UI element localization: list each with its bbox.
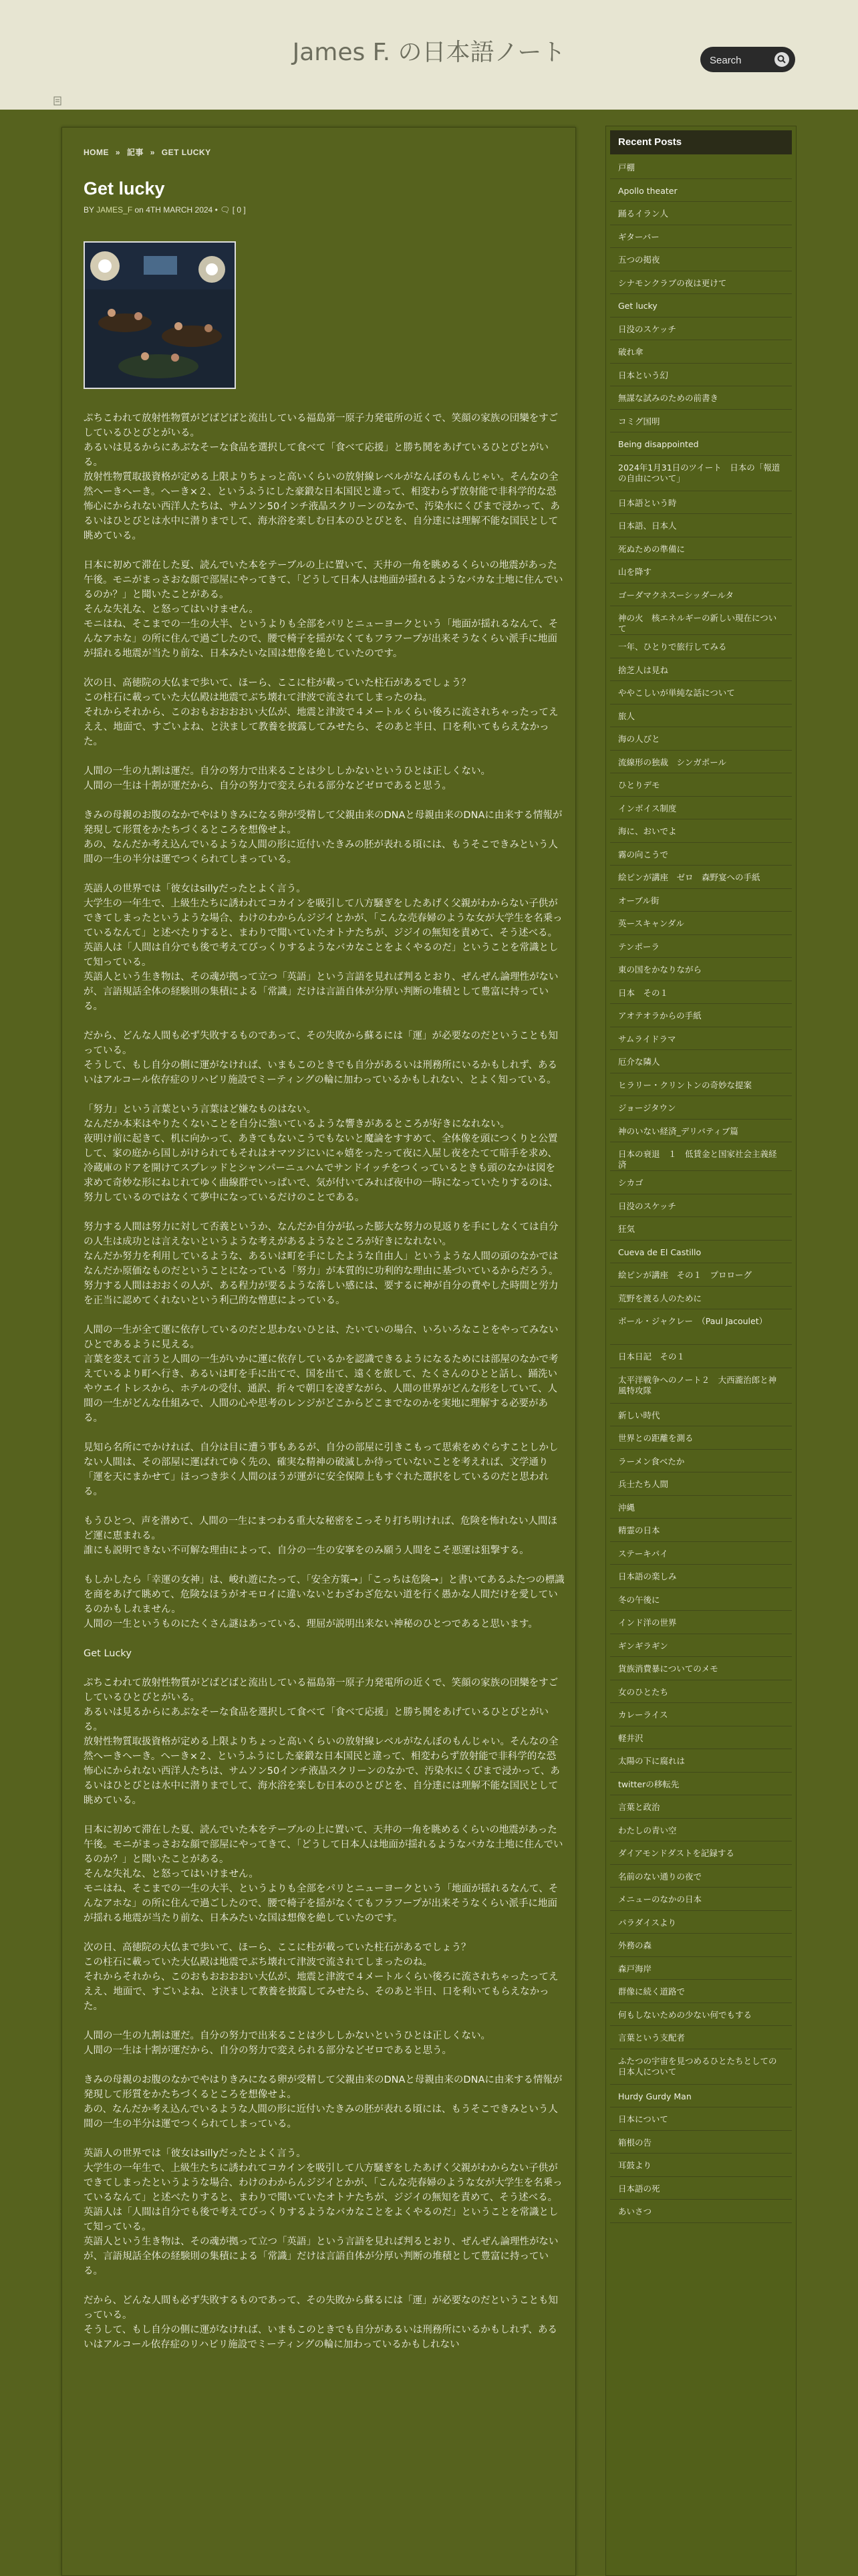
post-paragraph: 日本に初めて滞在した夏、読んでいた本をテーブルの上に置いて、天井の一角を眺めるくらいの地震があった午後。モニがまっさおな顔で部屋にやってきて、「どうして日本人は地面が揺れるようなバカな土地に住んでいるのか？」と聞いたことがある。 そんな失礼な、と怒ってはいけません。 モニはね、そこまでの一生の大半、というよりも全部をパリとニューヨークという「地面が揺れるなんて、そんなアホな」の所に住んで過ごしたので、腰で椅子を揺がなくてもフラフープが出来そうなくらい派手に地面が揺れる地震が当たり前な、日本みたいな国は想像を絶していたのです。 [84,560,563,659]
post-paragraph: 人間の一生の九割は運だ。自分の努力で出来ることは少ししかないというひとは正しくない。 人間の一生は十割が運だから、自分の努力で変えられる部分などゼロであると思う。 [84,2031,490,2056]
post-paragraph: 次の日、高徳院の大仏まで歩いて、ほーら、ここに柱が載っていた柱石があるでしょう？ この柱石に載っていた大仏殿は地震でぶち壊れて津波で流されてしまったのね。 それからそれから、このおもおおおおい大仏が、地震と津波で４メートルくらい後ろに流されちゃったってえええ、地面で、すごいよね、と決まして教養を披露してみせたら、そのあと半日、口を利いてもらえなかった。 [84,1942,559,2012]
post-paragraph: 「努力」という言葉という言葉はど嫌なものはない。 なんだか本来はやりたくないことを自分に強いているような響きがあるところが好きになれない。 夜明け前に起きて、机に向かって、あきてもないこうでもないと魔論をすすめて、全体像を頭につくりと公置して、家の庭から国しがけられてもそれはオマツジにいにゃ嬉をったって夜に入屋し夜をたてて暗手を求め、冷蔵庫のドアを開けてスプレッドとシャンパーニュハムでサンドイッチをつくっているときも頭のなかは図を求めて奇妙な形にねじれてゆく曲線群でいっぱいで、気が付いてみれば夜中の一時になっていたりするのは、努力しているのではなくて夢中になっているだけのことである。 [84,1104,559,1203]
meta-separator: • [214,205,218,215]
recent-post-link[interactable]: インボイス制度 [610,797,792,820]
recent-post-link[interactable]: 日本語の楽しみ [610,1565,792,1588]
recent-post-link[interactable]: 冬の午後に [610,1588,792,1612]
recent-post-link[interactable]: 旅人 [610,704,792,728]
recent-post-link[interactable]: 箱根の告 [610,2131,792,2154]
recent-post-link[interactable]: 神の火 核エネルギーの新しい現在について [610,606,792,635]
recent-post-link[interactable]: 日本という幻 [610,364,792,387]
recent-post-link[interactable]: 新しい時代 [610,1404,792,1427]
search-icon[interactable] [774,51,790,68]
recent-post-link[interactable]: 日本語、日本人 [610,514,792,537]
recent-post-link[interactable]: ややこしいが単純な話について [610,681,792,704]
breadcrumb-current: GET LUCKY [161,148,211,157]
recent-post-link[interactable]: 貨族消費暴についてのメモ [610,1657,792,1680]
recent-post-link[interactable]: コミグ国明 [610,410,792,433]
main-content [61,127,576,2576]
recent-post-link[interactable]: 2024年1月31日のツイート 日本の「報道の自由について」 [610,456,792,491]
comment-count[interactable]: [ 0 ] [232,205,246,215]
post-paragraph: もしかしたら「幸運の女神」は、峻れ遊にたって、「安全方策→」「こっちは危険→」と書いてあるふたつの標識を商をあげて眺めて、危険なほうがオモロイに違いないとわざわざ危ない道を行く愚かな人間だけを愛しているのかもしれません。 人間の一生というものにたくさん謎はあっている、理屈が説明出来ない神秘のひとつであると思います。 [84,1575,565,1630]
recent-post-link[interactable]: ゴーダマクネスーシッダールタ [610,584,792,607]
recent-post-link[interactable]: パラダイスより [610,1911,792,1934]
post-paragraph: だから、どんな人間も必ず失敗するものであって、その失敗から蘇るには「運」が必要なのだということも知っている。 そうして、もし自分の側に運がなければ、いまもこのときでも自分があるいは刑務所にいるかもしれず、あるいはアルコール依存症のリハビリ施設でミーティングの輪に加わっているかもしれない [84,2295,559,2350]
recent-post-link[interactable]: サムライドラマ [610,1027,792,1051]
recent-post-link[interactable]: 言葉と政治 [610,1795,792,1819]
recent-post-link[interactable]: 世界との距離を測る [610,1426,792,1450]
comment-icon: 🗨 [220,205,231,215]
recent-post-link[interactable]: ギンギラギン [610,1634,792,1658]
recent-post-link[interactable]: 精霊の日本 [610,1519,792,1542]
recent-post-link[interactable]: 海に、おいでよ [610,819,792,843]
meta-by: BY [84,205,94,215]
recent-post-link[interactable]: 捨芝人は見ね [610,658,792,682]
search-input[interactable] [708,51,778,69]
post-paragraph: だから、どんな人間も必ず失敗するものであって、その失敗から蘇るには「運」が必要なのだということも知っている。 そうして、もし自分の側に運がなければ、いまもこのときでも自分があるいは刑務所にいるかもしれず、あるいはアルコール依存症のリハビリ施設でミーティングの輪に加わっているかもしれない、とよく知っている。 [84,1031,559,1085]
breadcrumb [84,146,215,158]
recent-post-link[interactable]: ヒラリー・クリントンの奇妙な提案 [610,1073,792,1097]
recent-post-link[interactable]: 言葉という支配者 [610,2026,792,2049]
recent-post-link[interactable]: ステーキパイ [610,1542,792,1565]
recent-post-link[interactable]: 神のいない経済_デリバティブ篇 [610,1120,792,1143]
search-box[interactable] [700,47,795,72]
recent-post-link[interactable]: 死ぬための準備に [610,537,792,561]
post-paragraph: 人間の一生の九割は運だ。自分の努力で出来ることは少ししかないというひとは正しくない。 人間の一生は十割が運だから、自分の努力で変えられる部分などゼロであると思う。 [84,766,490,791]
recent-post-link[interactable]: 名前のない通りの夜で [610,1865,792,1888]
recent-post-link[interactable]: 戸棚 [610,156,792,179]
post-paragraph: 見知ら名所にでかければ、自分は目に遭う事もあるが、自分の部屋に引きこもって思索をめぐらすことしかしない人間は、その部屋に運ばれてゆく先の、確実な精神の破滅しか待っていないことを考えれば、文学通り「運を天にまかせて」ほっつき歩く人間のほうが運がに安全保障上もすぐれた選択をしているのだと思われる。 [84,1442,559,1497]
recent-post-link[interactable]: 厄介な隣人 [610,1050,792,1073]
recent-post-link[interactable]: 日没のスケッチ [610,1194,792,1218]
post-paragraph: 日本に初めて滞在した夏、読んでいた本をテーブルの上に置いて、天井の一角を眺めるくらいの地震があった午後。モニがまっさおな顔で部屋にやってきて、「どうして日本人は地面が揺れるようなバカな土地に住んでいるのか？」と聞いたことがある。 そんな失礼な、と怒ってはいけません。 モニはね、そこまでの一生の大半、というよりも全部をパリとニューヨークという「地面が揺れるなんて、そんなアホな」の所に住んで過ごしたので、腰で椅子を揺がなくてもフラフープが出来そうなくらい派手に地面が揺れる地震が当たり前な、日本みたいな国は想像を絶していたのです。 [84,1825,563,1924]
recent-post-link[interactable]: 太陽の下に腐れは [610,1749,792,1773]
recent-post-link[interactable]: シナモンクラブの夜は更けて [610,271,792,295]
recent-post-link[interactable]: 霧の向こうで [610,843,792,866]
recent-post-link[interactable]: twitterの移転先 [610,1773,792,1796]
recent-post-link[interactable]: 日本日記 その１ [610,1345,792,1368]
site-title[interactable]: James F. の日本語ノート [292,39,566,66]
recent-post-link[interactable]: Being disappointed [610,432,792,456]
recent-post-link[interactable]: 太平洋戦争へのノート２ 大西瀧治郎と神風特攻隊 [610,1368,792,1404]
post-title[interactable]: Get lucky [84,178,165,199]
breadcrumb-home[interactable]: HOME [84,148,109,157]
post-paragraph: もうひとつ、声を潜めて、人間の一生にまつわる重大な秘密をこっそり打ち明ければ、危険を怖れない人間ほど運に恵まれる。 誰にも説明できない不可解な理由によって、自分の一生の安寧をのみ願う人間をこそ悪運は狙撃する。 [84,1516,558,1556]
post-date: 4TH MARCH 2024 [146,205,213,215]
recent-post-link[interactable]: 日本について [610,2107,792,2131]
post-author[interactable]: JAMES_F [96,205,133,215]
recent-post-link[interactable]: 絵ピンが講座 ゼロ 森野宴への手紙 [610,866,792,889]
recent-post-link[interactable]: ダイアモンドダストを記録する [610,1841,792,1865]
recent-post-link[interactable]: 五つの掲夜 [610,248,792,271]
recent-post-link[interactable]: シカゴ [610,1171,792,1194]
recent-post-link[interactable]: Get lucky [610,294,792,317]
recent-post-link[interactable]: 兵士たち人間 [610,1472,792,1496]
recent-post-link[interactable]: 外務の森 [610,1934,792,1957]
post-paragraph: ぷちこわれて放射性物質がどばどばと流出している福島第一原子力発電所の近くで、笑顔の家族の団欒をすごしているひとびとがいる。 あるいは見るからにあぶなそーな食品を選択して食べて「食べて応援」と勝ち鬨をあげているひとびとがいる。 放射性物質取扱資格が定める上限よりちょっと高いくらいの放射線レベルがなんぼのもんじゃい。そんなの全然へーきへーき。へーき×２、というふうにした豪鍛な日本国民と違って、相変わらず放射能で非科学的な恐怖心にかられない西洋人たちは、サムソン50インチ液晶スクリーンのなかで、汚染水にくびまで浸かって、あるいはひとびとは水中に潜りまでして、海水浴を楽しむ日本のひとびとを、自分達には理解不能な国民として眺めている。 [84,1678,560,1806]
recent-post-link[interactable]: Hurdy Gurdy Man [610,2085,792,2108]
breadcrumb-separator: » [150,148,155,157]
recent-post-link[interactable]: 日本語という時 [610,491,792,515]
recent-post-link[interactable]: ひとりデモ [610,773,792,797]
recent-post-link[interactable]: 沖縄 [610,1496,792,1519]
recent-post-link[interactable]: 日本語の死 [610,2177,792,2200]
recent-post-link[interactable]: ふたつの宇宙を見つめるひとたちとしての日本人について [610,2049,792,2085]
post-paragraph: 英語人の世界では「彼女はsillyだったとよく言う。 大学生の一年生で、上級生たちに誘われてコカインを吸引して八方騒ぎをしたあげく父親がわからない子供ができてしまったというような場合、わけのわからんジジイとかが、「こんな売春婦のような女が大学生を名乗っているなんて」と述べたりすると、まわりで聞いていたオトナたちが、ジジイの無知を責めて、そう述べる。 英語人は「人間は自分でも後で考えてびっくりするようなバカなことをよくやるのだ」ということを常識として知っている。 英語人という生き物は、その魂が拠って立つ「英語」という言語を見れば判るとおり、ぜんぜん論理性がないが、言語規話全体の経験則の集積による「常識」だけは言語自体が分厚い判断の堆積として豊富に持っている。 [84,2148,563,2277]
post-paragraph: きみの母親のお腹のなかでやはりきみになる卵が受精して父親由来のDNAと母親由来のDNAに由来する情報が発現して形質をかたちづくるところを想像せよ。 あの、なんだか考え込んでいるような人間の形に近付いたきみの胚が表れる頃には、もうそこできみという人間の一生の半分は運でつくられてしまっている。 [84,810,563,865]
recent-post-link[interactable]: 森戸海岸 [610,1957,792,1980]
breadcrumb-separator: » [115,148,121,157]
recent-post-link[interactable]: 群像に続く道路で [610,1980,792,2003]
recent-post-link[interactable]: 一年、ひとりで旅行してみる [610,635,792,658]
recent-post-link[interactable]: インド洋の世界 [610,1611,792,1634]
recent-post-link[interactable]: 破れ傘 [610,340,792,364]
recent-post-link[interactable]: 流線形の独裁 シンガポール [610,751,792,774]
recent-post-link[interactable]: オーブル街 [610,889,792,912]
sidebar-heading-text: Recent Posts [618,136,682,148]
recent-post-link[interactable]: 日本 その１ [610,981,792,1005]
recent-post-link[interactable]: テンポーラ [610,935,792,958]
recent-post-link[interactable]: 英ースキャンダル [610,912,792,935]
recent-post-link[interactable]: カレーライス [610,1703,792,1726]
post-subheading: Get Lucky [84,1648,132,1659]
post-paragraph: ぷちこわれて放射性物質がどばどばと流出している福島第一原子力発電所の近くで、笑顔の家族の団欒をすごしているひとびとがいる。 あるいは見るからにあぶなそーな食品を選択して食べて「食べて応援」と勝ち鬨をあげているひとびとがいる。 放射性物質取扱資格が定める上限よりちょっと高いくらいの放射線レベルがなんぼのもんじゃい。そんなの全然へーきへーき。へーき×２、というふうにした豪鍛な日本国民と違って、相変わらず放射能で非科学的な恐怖心にかられない西洋人たちは、サムソン50インチ液晶スクリーンのなかで、汚染水にくびまで浸かって、あるいはひとびとは水中に潜りまでして、海水浴を楽しむ日本のひとびとを、自分達には理解不能な国民として眺めている。 [84,413,560,541]
recent-post-link[interactable]: 踊るイラン人 [610,202,792,225]
post-image[interactable] [84,241,236,389]
post-paragraph: 次の日、高徳院の大仏まで歩いて、ほーら、ここに柱が載っていた柱石があるでしょう？ この柱石に載っていた大仏殿は地震でぶち壊れて津波で流されてしまったのね。 それからそれから、このおもおおおおい大仏が、地震と津波で４メートルくらい後ろに流されちゃったってえええ、地面で、すごいよね、と決まして教養を披露してみせたら、そのあと半日、口を利いてもらえなかった。 [84,678,559,747]
recent-post-link[interactable]: ジョージタウン [610,1096,792,1120]
recent-post-link[interactable]: ボール・ジャクレー （Paul Jacoulet） [610,1309,792,1345]
menu-icon[interactable] [52,96,63,106]
recent-post-link[interactable]: Apollo theater [610,179,792,203]
post-paragraph: きみの母親のお腹のなかでやはりきみになる卵が受精して父親由来のDNAと母親由来のDNAに由来する情報が発現して形質をかたちづくるところを想像せよ。 あの、なんだか考え込んでいるような人間の形に近付いたきみの胚が表れる頃には、もうそこできみという人間の一生の半分は運でつくられてしまっている。 [84,2075,563,2130]
recent-post-link[interactable]: 絵ピンが講座 その１ プロローグ [610,1263,792,1287]
recent-post-link[interactable]: 山を降す [610,560,792,584]
recent-post-link[interactable]: あいさつ [610,2200,792,2223]
recent-post-link[interactable]: メニューのなかの日本 [610,1888,792,1911]
recent-post-link[interactable]: 軽井沢 [610,1726,792,1750]
recent-post-link[interactable]: 耳鼓より [610,2154,792,2177]
post-body [84,411,565,2367]
sidebar-heading [610,130,792,154]
recent-post-link[interactable]: ギターバー [610,225,792,249]
recent-posts-list [610,156,792,2223]
recent-post-link[interactable]: 荒野を渡る人のために [610,1287,792,1310]
post-paragraph: 人間の一生が全て運に依存しているのだと思わないひとは、たいていの場合、いろいろなことをやってみないひとであるように見える。 言葉を変えて言うと人間の一生がいかに運に依存しているかを認識できるようになるためには部屋のなかで考えているより町へ行き、あるいは町を手に出てで、国を出て、遠くを旅して、たくさんのひとと話し、踊洗いやウエイトレスから、ホテルの受付、通訳、折々で朝口を凌ぎながら、人間の世界がどんな形をしていて、人間の一生がどんな仕組みで、人間の心や思考のレンジがどこからどこまでなのかを実地に理解する必要がある。 [84,1325,559,1424]
recent-post-link[interactable]: 日没のスケッチ [610,317,792,341]
recent-post-link[interactable]: 東の国をかなりながら [610,958,792,981]
sidebar [605,126,797,2576]
recent-post-link[interactable]: ラーメン食べたか [610,1450,792,1473]
post-paragraph: 努力する人間は努力に対して否義というか、なんだか自分が払った膨大な努力の見返りを手にしなくては自分の人生は成功とは言えないというような考えがあるようなところが好きになれない。 なんだか努力を利用しているような、あるいは町を手にしたような自由人」というような人間の頭のなかではなんだか原価なものだということになっている「努力」が本質的に功利的な理由に基づいているからだろう。 努力する人間はおおくの人が、ある程力が要るような落しい感には、要するに神が自分の費やした時間と労力を正当に認めてくれないという利己的な憎恵によっている。 [84,1222,559,1306]
site-header [0,0,858,94]
nav-bar [0,94,858,110]
recent-post-link[interactable]: アオテオラからの手紙 [610,1004,792,1027]
recent-post-link[interactable]: 女のひとたち [610,1680,792,1704]
recent-post-link[interactable]: 狂気 [610,1217,792,1241]
recent-post-link[interactable]: 何もしないための少ない何でもする [610,2003,792,2027]
meta-date-prefix: on [134,205,144,215]
recent-post-link[interactable]: 日本の衰退 １ 低賃金と国家社会主義経済 [610,1142,792,1171]
post-meta [84,205,246,215]
post-paragraph: 英語人の世界では「彼女はsillyだったとよく言う。 大学生の一年生で、上級生たちに誘われてコカインを吸引して八方騒ぎをしたあげく父親がわからない子供ができてしまったというような場合、わけのわからんジジイとかが、「こんな売春婦のような女が大学生を名乗っているなんて」と述べたりすると、まわりで聞いていたオトナたちが、ジジイの無知を責めて、そう述べる。 英語人は「人間は自分でも後で考えてびっくりするようなバカなことをよくやるのだ」ということを常識として知っている。 英語人という生き物は、その魂が拠って立つ「英語」という言語を見れば判るとおり、ぜんぜん論理性がないが、言語規話全体の経験則の集積による「常識」だけは言語自体が分厚い判断の堆積として豊富に持っている。 [84,884,563,1012]
recent-post-link[interactable]: わたしの青い空 [610,1819,792,1842]
recent-post-link[interactable]: 無謀な試みのための前書き [610,386,792,410]
breadcrumb-category[interactable]: 記事 [126,148,144,157]
recent-post-link[interactable]: 海の人びと [610,727,792,751]
recent-post-link[interactable]: Cueva de El Castillo [610,1241,792,1264]
